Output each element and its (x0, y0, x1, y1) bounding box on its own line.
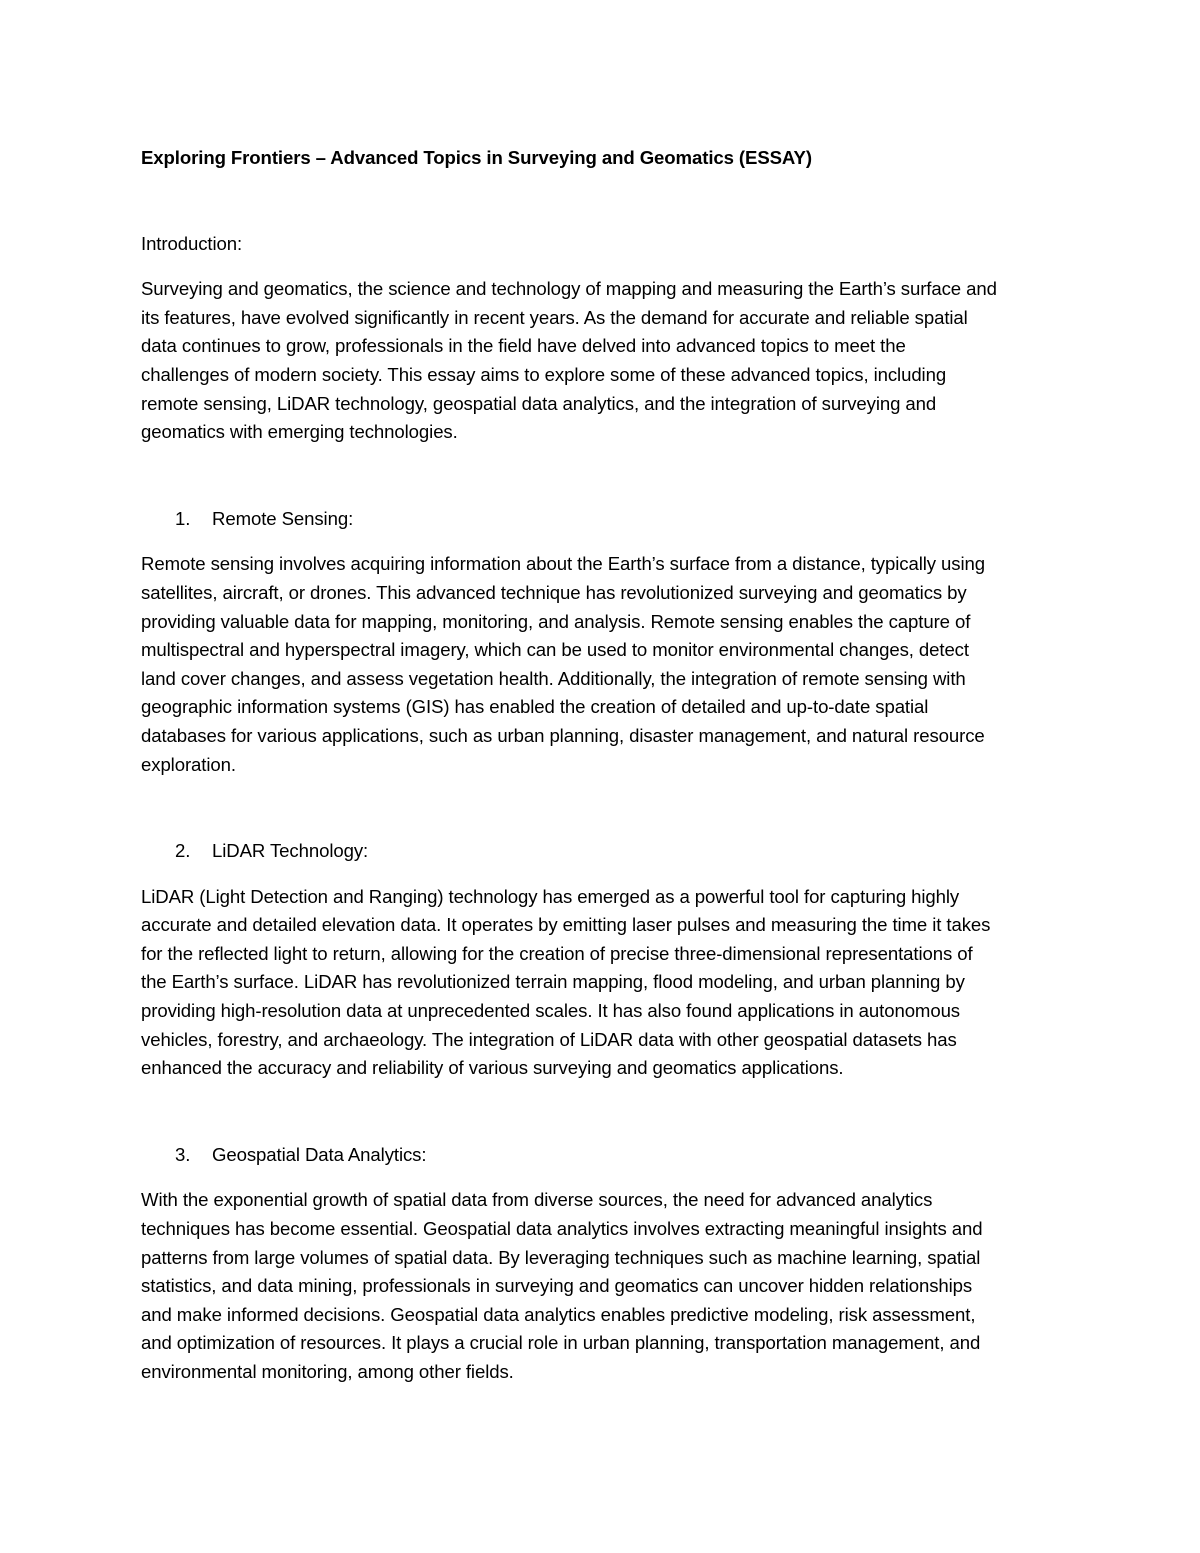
section-paragraph-geospatial-analytics: With the exponential growth of spatial data from diverse sources, the need for advanced analytics techniques has become essential. Geospatial data analytics involves extracting meaningful insights and patterns from large volumes of spatial data. By leveraging techniques such as machine learning, spatial statistics, and data mining, professionals in surveying and geomatics can uncover hidden relationships and make informed decisions. Geospatial data analytics enables predictive modeling, risk assessment, and optimization of resources. It plays a crucial role in urban planning, transportation management, and environmental monitoring, among other fields. (141, 1189, 983, 1382)
document-content (141, 144, 1061, 1387)
section-heading-remote-sensing (141, 505, 1061, 534)
section-title: Geospatial Data Analytics: (212, 1143, 427, 1165)
section-title: LiDAR Technology: (212, 840, 369, 862)
section-number: 3. (175, 1143, 191, 1165)
section-paragraph-remote-sensing: Remote sensing involves acquiring information about the Earth’s surface from a distance, typically using satellites, aircraft, or drones. This advanced technique has revolutionized surveying and geomatics by providing valuable data for mapping, monitoring, and analysis. Remote sensing enables the capture of multispectral and hyperspectral imagery, which can be used to monitor environmental changes, detect land cover changes, and assess vegetation health. Additionally, the integration of remote sensing with geographic information systems (GIS) has enabled the creation of detailed and up-to-date spatial databases for various applications, such as urban planning, disaster management, and natural resource exploration. (141, 553, 985, 775)
section-title: Remote Sensing: (212, 507, 354, 529)
section-number: 1. (175, 507, 191, 529)
intro-paragraph: Surveying and geomatics, the science and technology of mapping and measuring the Earth’s surface and its features, have evolved significantly in recent years. As the demand for accurate and reliable spatial data continues to grow, professionals in the field have delved into advanced topics to meet the challenges of modern society. This essay aims to explore some of these advanced topics, including remote sensing, LiDAR technology, geospatial data analytics, and the integration of surveying and geomatics with emerging technologies. (141, 278, 997, 443)
section-number: 2. (175, 840, 191, 862)
document-title: Exploring Frontiers – Advanced Topics in Surveying and Geomatics (ESSAY) (141, 147, 812, 168)
section-heading-geospatial-analytics (141, 1141, 1061, 1170)
section-heading-lidar (141, 837, 1061, 866)
intro-heading: Introduction: (141, 232, 243, 254)
section-paragraph-lidar: LiDAR (Light Detection and Ranging) technology has emerged as a powerful tool for capturing highly accurate and detailed elevation data. It operates by emitting laser pulses and measuring the time it takes for the reflected light to return, allowing for the creation of precise three-dimensional representations of the Earth’s surface. LiDAR has revolutionized terrain mapping, flood modeling, and urban planning by providing high-resolution data at unprecedented scales. It has also found applications in autonomous vehicles, forestry, and archaeology. The integration of LiDAR data with other geospatial datasets has enhanced the accuracy and reliability of various surveying and geomatics applications. (141, 885, 991, 1079)
